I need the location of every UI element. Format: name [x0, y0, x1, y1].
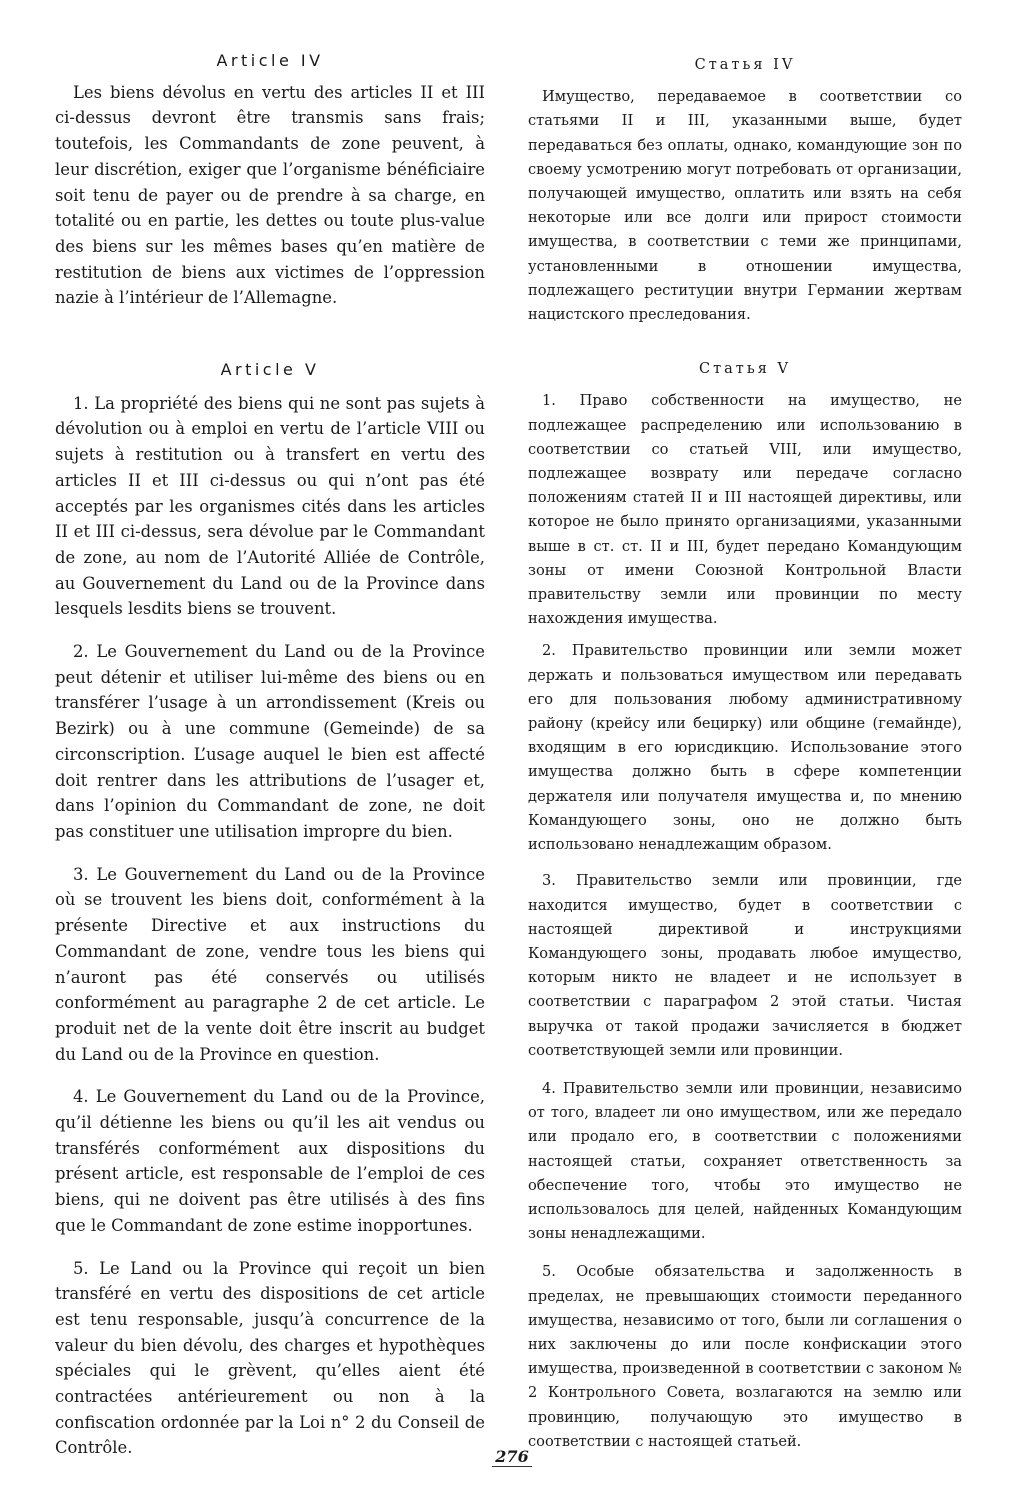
french-column — [55, 0, 485, 1461]
russian-article-iv-heading: Статья IV — [694, 57, 796, 73]
russian-column — [528, 0, 962, 1454]
russian-article-iv-text: Имущество, передаваемое в соответствии со статьями II и III, указанными выше, будет передаваться без оплаты, однако, командующие зон по своему усмотрению могут потребовать от организации, получающей имущество, оплатить или взять на себя некоторые или все долги или прирост стоимости имущества, в соответствии с теми же принципами, установленными в отношении имущества, подлежащего реституции внутри Германии жертвам нацистского преследования. — [528, 88, 962, 324]
russian-article-v-paragraph-1: 1. Право собственности на имущество, не подлежащее распределению или использованию в соответствии со статьей VIII, или имущество, подлежащее возврату или передаче согласно положениям статей II и III настоящей директивы, или которое не было принято организациями, указанными выше в ст. ст. II и III, будет передано Командующим зоны от имени Союзной Контрольной Власти правительству земли или провинции по месту нахождения имущества. — [528, 392, 962, 628]
french-article-v-paragraph-5: 5. Le Land ou la Province qui reçoit un bien transféré en vertu des dispositions de cet article est tenu responsable, jusqu’à concurrence de la valeur du bien dévolu, des charges et hypothèques spéciales qui le grèvent, qu’elles aient été contractées antérieurement ou non à la confiscation ordonnée par la Loi n° 2 du Conseil de Contrôle. — [55, 1258, 485, 1458]
french-article-v-paragraph-4: 4. Le Gouvernement du Land ou de la Province, qu’il détienne les biens ou qu’il les ait vendus ou transférés conformément aux dispositions du présent article, est responsable de l’emploi de ces biens, qui ne doivent pas être utilisés à des fins que le Commandant de zone estime inopportunes. — [55, 1087, 485, 1235]
russian-article-v-heading: Статья V — [699, 361, 791, 378]
russian-article-v-paragraph-3: 3. Правительство земли или провинции, где находится имущество, будет в соответствии с настоящей директивой и инструкциями Командующего зоны, продавать любое имущество, которым никто не владеет и не использует в соответствии с параграфом 2 этой статьи. Чистая выручка от такой продажи зачисляется в бюджет соответствующей земли или провинции. — [528, 872, 962, 1059]
french-article-v-paragraph-3: 3. Le Gouvernement du Land ou de la Province où se trouvent les biens doit, conformément à la présente Directive et aux instructions du Commandant de zone, vendre tous les biens qui n’auront pas été conservés ou utilisés conformément au paragraphe 2 de cet article. Le produit net de la vente doit être inscrit au budget du Land ou de la Province en question. — [55, 864, 485, 1064]
french-article-iv-text: Les biens dévolus en vertu des articles II et III ci-dessus devront être transmis sans frais; toutefois, les Commandants de zone peuvent, à leur discrétion, exiger que l’organisme bénéficiaire soit tenu de payer ou de prendre à sa charge, en totalité ou en partie, les dettes ou toute plus-value des biens sur les mêmes bases qu’en matière de restitution de biens aux victimes de l’oppression nazie à l’intérieur de l’Allemagne. — [55, 82, 485, 308]
russian-article-v-paragraph-5: 5. Особые обязательства и задолженность в пределах, не превышающих стоимости переданного имущества, независимо от того, были ли соглашения о них заключены до или после конфискации этого имущества, произведенной в соответствии с законом № 2 Контрольного Совета, возлагаются на землю или провинцию, получающую это имущество в соответствии с настоящей статьей. — [528, 1263, 962, 1450]
page-number-text: 276 — [492, 1447, 531, 1467]
page-number — [0, 1447, 1024, 1466]
french-article-v-paragraph-1: 1. La propriété des biens qui ne sont pas sujets à dévolution ou à emploi en vertu de l’article VIII ou sujets à restitution ou à transfert en vertu des articles II et III ci-dessus ou qui n’ont pas été acceptés par les organismes cités dans les articles II et III ci-dessus, sera dévolue par le Commandant de zone, au nom de l’Autorité Alliée de Contrôle, au Gouvernement du Land ou de la Province dans lesquels lesdits biens se trouvent. — [55, 393, 485, 619]
french-article-v-heading: Article V — [220, 360, 320, 380]
french-article-iv-heading: Article IV — [216, 51, 324, 70]
russian-article-v-paragraph-2: 2. Правительство провинции или земли может держать и пользоваться имуществом или передавать его для пользования любому административному району (крейсу или бецирку) или общине (гемайнде), входящим в его юрисдикцию. Использование этого имущества должно быть в сфере компетенции держателя или получателя имущества и, по мнению Командующего зоны, оно не должно быть использовано ненадлежащим образом. — [528, 642, 962, 854]
french-article-v-paragraph-2: 2. Le Gouvernement du Land ou de la Province peut détenir et utiliser lui-même des biens ou en transférer l’usage à un arrondissement (Kreis ou Bezirk) ou à une commune (Gemeinde) de sa circonscription. L’usage auquel le bien est affecté doit rentrer dans les attributions de l’usager et, dans l’opinion du Commandant de zone, ne doit pas constituer une utilisation impropre du bien. — [55, 642, 485, 841]
russian-article-v-paragraph-4: 4. Правительство земли или провинции, независимо от того, владеет ли оно имуществом, или же передало или продало его, в соответствии с положениями настоящей статьи, сохраняет ответственность за обеспечение того, чтобы это имущество не использовалось для целей, найденных Командующим зоны ненадлежащими. — [528, 1079, 962, 1243]
